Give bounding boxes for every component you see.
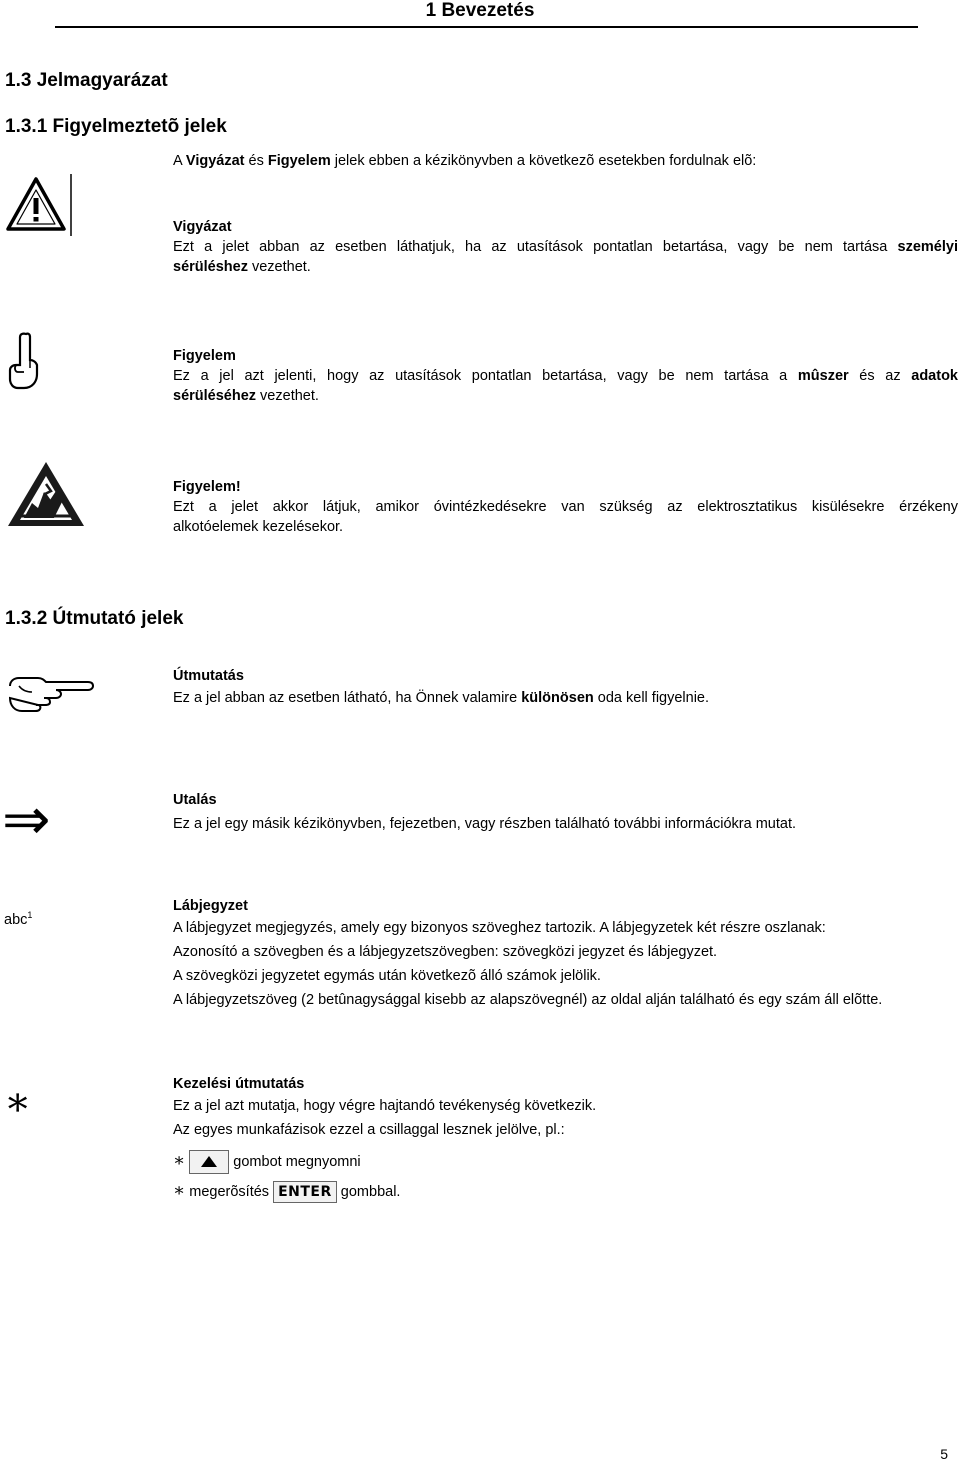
attention-text-line2: sérüléséhez vezethet. xyxy=(173,388,319,404)
esd-title: Figyelem! xyxy=(173,479,241,495)
hint-text: Ez a jel abban az esetben látható, ha Önnek valamire különösen oda kell figyelnie. xyxy=(173,690,710,706)
footnote-line: A lábjegyzetszöveg (2 betûnagysággal kisebb az alapszövegnél) az oldal alján található és egy szám áll elõtte. xyxy=(173,992,883,1008)
footnote-title: Lábjegyzet xyxy=(173,898,248,914)
attention-title: Figyelem xyxy=(173,348,236,364)
reference-title: Utalás xyxy=(173,792,217,808)
double-arrow-icon: ⇒ xyxy=(2,785,51,853)
operation-text-line1: Ez a jel azt mutatja, hogy végre hajtandó tevékenység következik. xyxy=(173,1098,597,1114)
footnote-line: A lábjegyzet megjegyzés, amely egy bizonyos szöveghez tartozik. A lábjegyzetek két részre oszlanak: xyxy=(173,920,826,936)
footnote-line: A szövegközi jegyzetet egymás után következõ álló számok jelölik. xyxy=(173,968,601,984)
esd-block xyxy=(173,477,958,537)
page-header-title: 1 Bevezetés xyxy=(425,0,535,21)
footnote-symbol: abc$^1$ xyxy=(4,910,33,928)
caution-title: Vigyázat xyxy=(173,219,232,235)
hint-title: Útmutatás xyxy=(173,668,244,684)
operation-step-2 xyxy=(173,1176,400,1207)
caution-block xyxy=(173,217,958,277)
caution-text-line2: sérüléshez vezethet. xyxy=(173,259,311,275)
reference-block xyxy=(173,790,958,834)
operation-title: Kezelési útmutatás xyxy=(173,1076,305,1092)
footnote-block xyxy=(173,896,958,1012)
operation-step-1 xyxy=(173,1146,361,1177)
esd-warning-icon xyxy=(6,458,88,530)
up-arrow-button-icon xyxy=(189,1150,229,1174)
step-asterisk-icon: ∗ xyxy=(173,1150,186,1171)
warning-triangle-icon xyxy=(4,174,72,236)
asterisk-icon: ∗ xyxy=(4,1079,32,1125)
attention-text-line1: Ez a jel azt jelenti, hogy az utasítások pontatlan betartása, vagy be nem tartása a mûszer és az adatok xyxy=(173,368,958,384)
warnings-heading: 1.3.1 Figyelmeztetõ jelek xyxy=(5,116,227,137)
header-divider xyxy=(55,26,918,28)
step-2-text-after: gombbal. xyxy=(336,1184,401,1200)
hint-block xyxy=(173,666,958,708)
step-2-text-before: megerõsítés xyxy=(185,1184,274,1200)
pointing-hand-icon xyxy=(6,672,94,714)
raised-finger-icon xyxy=(6,330,42,392)
warnings-intro: A Vigyázat és Figyelem jelek ebben a kézikönyvben a következõ esetekben fordulnak elõ: xyxy=(173,153,757,169)
caution-text-line1: Ezt a jelet abban az esetben láthatjuk, ha az utasítások pontatlan betartása, vagy be nem tartása személyi xyxy=(173,239,958,255)
step-asterisk-icon: ∗ xyxy=(173,1180,186,1201)
step-1-text: gombot megnyomni xyxy=(233,1154,361,1170)
operation-text-line2: Az egyes munkafázisok ezzel a csillaggal lesznek jelölve, pl.: xyxy=(173,1122,565,1138)
section-heading: 1.3 Jelmagyarázat xyxy=(5,70,168,91)
enter-button-icon: ENTER xyxy=(273,1181,337,1203)
page-number: 5 xyxy=(940,1446,948,1462)
operation-block xyxy=(173,1074,958,1142)
esd-text-line1: Ezt a jelet akkor látjuk, amikor óvintézkedésekre van szükség az elektrosztatikus kisülésekre érzékeny xyxy=(173,499,958,515)
guides-heading: 1.3.2 Útmutató jelek xyxy=(5,608,184,629)
reference-text: Ez a jel egy másik kézikönyvben, fejezetben, vagy részben található további információkra mutat. xyxy=(173,816,797,832)
footnote-line: Azonosító a szövegben és a lábjegyzetszövegben: szövegközi jegyzet és lábjegyzet. xyxy=(173,944,718,960)
attention-block xyxy=(173,346,958,406)
esd-text-line2: alkotóelemek kezelésekor. xyxy=(173,519,344,535)
